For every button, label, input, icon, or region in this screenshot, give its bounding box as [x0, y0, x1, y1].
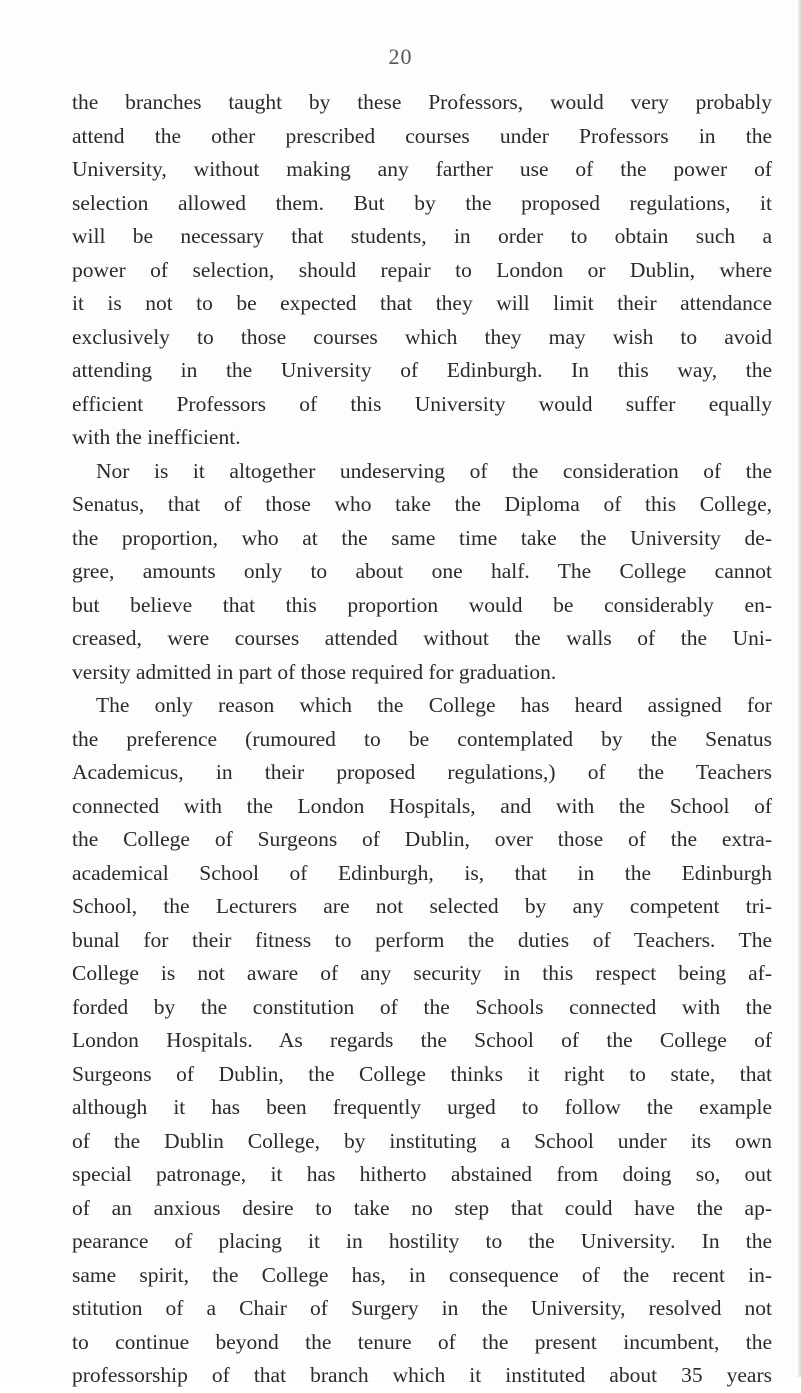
- text-line: attending in the University of Edinburgh. In this way, the: [72, 358, 772, 382]
- text-line: College is not aware of any security in this respect being af-: [72, 961, 772, 985]
- text-line: it is not to be expected that they will limit their attendance: [72, 291, 772, 315]
- text-line: Nor is it altogether undeserving of the consideration of the: [96, 458, 772, 483]
- text-line: The only reason which the College has heard assigned for: [96, 693, 772, 717]
- text-line: to continue beyond the tenure of the present incumbent, the: [72, 1329, 772, 1354]
- text-line: professorship of that branch which it instituted about 35 years: [72, 1363, 772, 1387]
- text-line: exclusively to those courses which they may wish to avoid: [72, 324, 772, 349]
- text-line: versity admitted in part of those required for graduation.: [72, 659, 557, 684]
- text-line: Academicus, in their proposed regulations,) of the Teachers: [72, 760, 772, 784]
- text-line: efficient Professors of this University would suffer equally: [72, 391, 772, 416]
- text-line: London Hospitals. As regards the School of the College of: [72, 1028, 772, 1052]
- text-line: selection allowed them. But by the proposed regulations, it: [72, 190, 772, 215]
- text-line: forded by the constitution of the Schools connected with the: [72, 994, 772, 1019]
- text-line: of the Dublin College, by instituting a School under its own: [72, 1128, 772, 1153]
- text-line: University, without making any farther use of the power of: [72, 157, 772, 181]
- text-line: special patronage, it has hitherto abstained from doing so, out: [72, 1162, 772, 1186]
- text-line: attend the other prescribed courses under Professors in the: [72, 123, 772, 148]
- text-line: bunal for their fitness to perform the duties of Teachers. The: [72, 927, 772, 952]
- text-line: Senatus, that of those who take the Diploma of this College,: [72, 492, 772, 516]
- text-line: with the inefficient.: [72, 425, 241, 449]
- text-line: academical School of Edinburgh, is, that in the Edinburgh: [72, 860, 772, 885]
- text-line: will be necessary that students, in order to obtain such a: [72, 224, 772, 248]
- text-line: creased, were courses attended without the walls of the Uni-: [72, 626, 772, 650]
- text-line: Surgeons of Dublin, the College thinks it right to state, that: [72, 1061, 772, 1086]
- text-line: pearance of placing it in hostility to the University. In the: [72, 1229, 772, 1253]
- text-line: the proportion, who at the same time take the University de-: [72, 525, 772, 550]
- text-line: the College of Surgeons of Dublin, over those of the extra-: [72, 827, 772, 851]
- text-line: School, the Lecturers are not selected by any competent tri-: [72, 894, 772, 918]
- text-line: connected with the London Hospitals, and with the School of: [72, 793, 772, 818]
- text-line: the preference (rumoured to be contemplated by the Senatus: [72, 726, 772, 751]
- text-line: the branches taught by these Professors, would very probably: [72, 90, 772, 114]
- text-line: of an anxious desire to take no step that could have the ap-: [72, 1195, 772, 1220]
- page-number: 20: [388, 44, 413, 69]
- text-line: gree, amounts only to about one half. The College cannot: [72, 559, 772, 583]
- body-text: [72, 86, 772, 1393]
- text-line: but believe that this proportion would be considerably en-: [72, 592, 772, 617]
- text-line: same spirit, the College has, in consequence of the recent in-: [72, 1262, 772, 1287]
- text-line: stitution of a Chair of Surgery in the University, resolved not: [72, 1296, 772, 1320]
- text-line: although it has been frequently urged to follow the example: [72, 1095, 772, 1119]
- text-line: power of selection, should repair to London or Dublin, where: [72, 257, 772, 282]
